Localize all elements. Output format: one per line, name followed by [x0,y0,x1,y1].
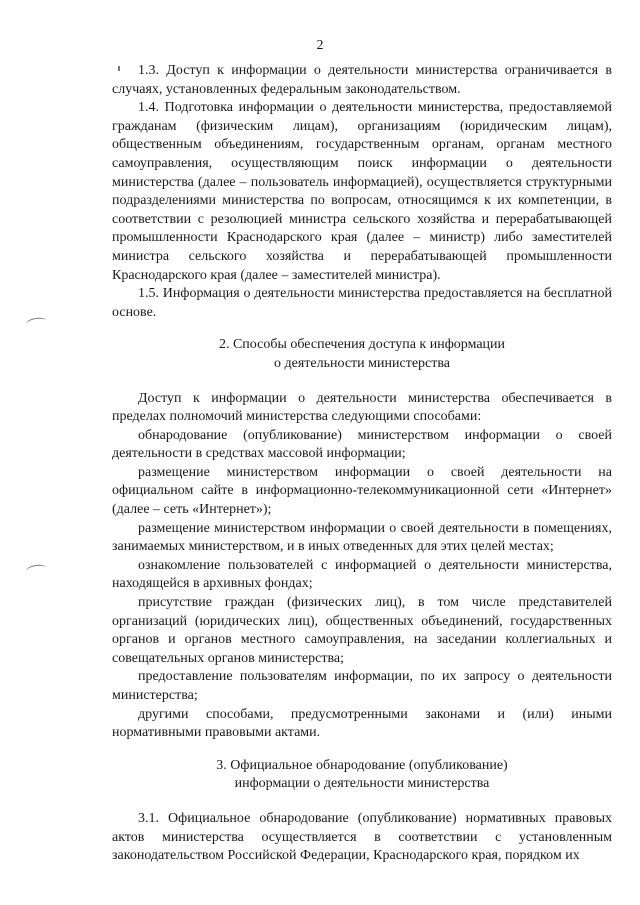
hole-punch-mark [25,563,46,575]
section-3-heading-line-2: информации о деятельности министерства [234,776,490,792]
hole-punch-mark [25,316,46,328]
section-3-heading-line-1: 3. Официальное обнародование (опубликование) [216,757,508,773]
list-item: предоставление пользователям информации, по их запросу о деятельности министерства; [112,669,612,703]
section-2-heading-line-2: о деятельности министерства [274,355,450,371]
list-item: размещение министерством информации о своей деятельности на официальном сайте в информационно-телекоммуникационной сети «Интернет» (далее – сеть «Интернет»); [112,464,612,518]
list-item: обнародование (опубликование) министерством информации о своей деятельности в средствах массовой информации; [112,427,612,462]
section-2-heading-line-1: 2. Способы обеспечения доступа к информации [218,337,506,353]
paragraph-3-1: 3.1. Официальное обнародование (опубликование) нормативных правовых актов министерства осуществляется в соответствии с установленным законодательством Российской Федерации, Краснодарского края, порядком их [112,810,612,864]
paragraph-1-5: 1.5. Информация о деятельности министерства предоставляется на бесплатной основе. [112,286,612,320]
paragraph-1-4: 1.4. Подготовка информации о деятельности министерства, предоставляемой гражданам (физическим лицам), организациям (юридическим лицам), общественным объединениям, государственным органам, органам местного самоуправления, осуществляющим поиск информации о деятельности министерства (далее – пользователь информацией), осуществляется структурными подразделениями министерства по вопросам, относящимся к их компетенции, в соответствии с резолюцией министра сельского хозяйства и перерабатывающей промышленности Краснодарского края (далее – министр) либо заместителей министра сельского хозяйства и перерабатывающей промышленности Краснодарского края (далее – заместителей министра). [112,100,612,283]
document-body [112,62,612,866]
paragraph-1-3: 1.3. Доступ к информации о деятельности министерства ограничивается в случаях, установленных федеральным законодательством. [112,63,612,97]
list-item: присутствие граждан (физических лиц), в том числе представителей организаций (юридических лиц), общественных объединений, государственных органов и органов местного самоуправления, на заседании коллегиальных и совещательных органов министерства; [112,595,612,666]
list-item: ознакомление пользователей с информацией о деятельности министерства, находящейся в архивных фондах; [112,557,612,592]
list-item: размещение министерством информации о своей деятельности в помещениях, занимаемых министерством, и в иных отведенных для этих целей местах; [112,520,612,555]
list-item: другими способами, предусмотренными законами и (или) иными нормативными правовыми актами. [112,706,612,741]
section-2-intro: Доступ к информации о деятельности министерства обеспечивается в пределах полномочий министерства следующими способами: [112,390,612,425]
page-number: 2 [316,38,324,53]
